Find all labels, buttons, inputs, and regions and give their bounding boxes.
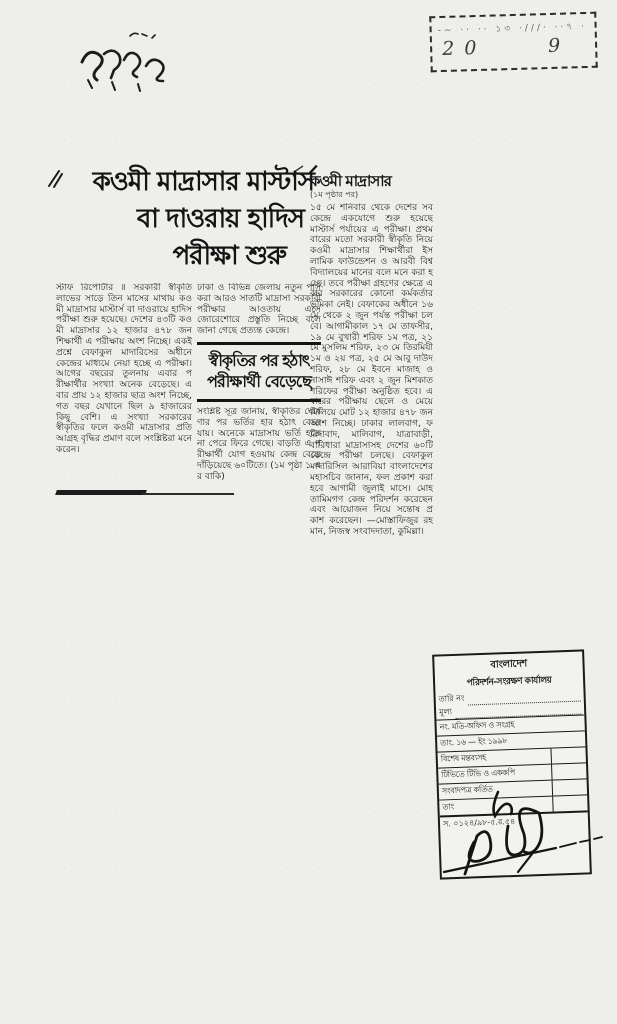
- date-stamp-month: 9: [547, 34, 563, 58]
- stamp-reference-number: স. ০১২৪/৯৮-৫.র.৫৪: [440, 810, 588, 831]
- signature-handwriting: [436, 776, 616, 886]
- date-stamp-box: [429, 12, 597, 73]
- stamp-row-label: তাং. ১৬ — ইং ১৯৯৮: [440, 736, 508, 748]
- article-subheading: [197, 342, 321, 402]
- masthead-handwriting-mark: [68, 24, 198, 96]
- stamp-row-label: নং. মতি-অফিস ও সংগ্রহ: [439, 719, 515, 732]
- middle-paragraph-1: ঢাকা ও বিভিন্ন জেলায় নতুন পাস করা আরও সাতটি মাদ্রাসা সরকারী পরীক্ষার আওতায় এসে জোরেশোরে প্রস্তুতি নিচ্ছে বলে জানা গেছে প্রত্যন্ত কেন্দ্রে।: [197, 283, 321, 337]
- stamp-title-2: পরিদর্শন-সংরক্ষণ কার্যালয়: [466, 675, 552, 689]
- middle-paragraph-2: সংশ্লিষ্ট সূত্র জানায়, স্বীকৃতির ঘোষণার পর ভর্তির হার হঠাৎ বেড়ে যায়। অনেকে মাদ্রাসায় ভর্তি হতে না পেরে ফিরে গেছে। বাড়তি এ পরীক্ষার্থী যোগ হওয়ায় কেন্দ্র বেড়ে দাঁড়িয়েছে ৬০টিতে। (১ম পৃষ্ঠা ১ এর বাকি): [197, 407, 321, 482]
- stamp-title-1: বাংলাদেশ: [490, 658, 527, 671]
- stamp-row-label: বিশেষ মন্তব্যসহ: [440, 752, 487, 764]
- date-stamp-day: 2 0: [441, 36, 479, 60]
- subheading-line-2: পরীক্ষার্থী বেড়েছে: [207, 372, 311, 391]
- stamp-row-label: তাং: [442, 802, 455, 812]
- stamp-row-label: টিভিতে টিভি ও এককপি: [441, 767, 516, 780]
- article-column-right: [310, 173, 433, 719]
- end-rule-thick-bar: [55, 490, 147, 495]
- end-rule-thin-bar: [142, 493, 234, 495]
- article-column-middle: [197, 283, 321, 491]
- article-column-left: স্টাফ রিপোর্টার ॥ সরকারী স্বীকৃতি লাভের সাড়ে তিন মাসের মাথায় কওমী মাদ্রাসার মাস্টার্স বা দাওরায়ে হাদিস পরীক্ষা শুরু হয়েছে। দেশের ৪৩টি কওমী মাদ্রাসার ১২ হাজার ৪৭৮ জন শিক্ষার্থী এ পরীক্ষায় অংশ নিচ্ছে। একই প্রশ্নে বেফাকুল মাদারিসের অধীনে কেন্দ্রের মাধ্যমে নেয়া হচ্ছে এ পরীক্ষা। আগের বছরের তুলনায় এবার পরীক্ষার্থীর সংখ্যা অনেক বেড়েছে। এবার প্রায় ১২ হাজার ছাত্র অংশ নিচ্ছে, গত বছর যেখানে ছিল ৯ হাজারের কিছু বেশি। এ সংখ্যা সরকারের স্বীকৃতির ফলে কওমী মাদ্রাসার প্রতি আগ্রহ বৃদ্ধির প্রমাণ বলে সংশ্লিষ্টরা মনে করেন।: [56, 283, 192, 455]
- headline-line-3: পরীক্ষা শুরু: [172, 241, 286, 271]
- continuation-note: (১ম পৃষ্ঠার পর): [310, 190, 359, 199]
- continuation-header: কওমী মাদ্রাসার: [310, 172, 391, 190]
- date-stamp-line2: [432, 34, 573, 60]
- stamp-field-date-label: তারি নং: [438, 693, 465, 704]
- stamp-field-price-label: মূল্য: [438, 707, 453, 717]
- headline-line-2: বা দাওরায় হাদিস: [136, 204, 304, 234]
- date-stamp-line1: -~ ·· ·· ১৩ ·///· ··৭ ·: [437, 21, 588, 37]
- subheading-line-1: স্বীকৃতির পর হঠাৎ: [208, 351, 310, 370]
- column-end-rule: [56, 489, 236, 497]
- stamp-row-label: সংবাদপত্র কর্তিত: [441, 784, 493, 796]
- article-headline: [54, 164, 314, 275]
- right-column-text: ১৫ মে শনিবার থেকে দেশের সব কেন্দ্রে একযোগে শুরু হয়েছে মাস্টার্স পর্যায়ের এ পরীক্ষা। প্রথমবারের মতো সরকারী স্বীকৃতি নিয়ে কওমী মাদ্রাসার শিক্ষার্থীরা ইসলামিক ফাউন্ডেশন ও আরবী বিশ্ববিদ্যালয়ের মানের বলে মনে করা হচ্ছে। তবে পরীক্ষা গ্রহণের ক্ষেত্রে এবার সরকারের কোনো কর্মকর্তার ভূমিকা নেই। বেফাকের অধীনে ১৬ মে থেকে ২ জুন পর্যন্ত পরীক্ষা চলবে। আগামীকাল ১৭ মে তাফসীর, ১৯ মে বুখারী শরিফ ১ম পত্র, ২১ মে মুসলিম শরিফ, ২৩ মে তিরমিযী ১ম ও ২য় পত্র, ২৫ মে আবু দাউদ শরিফ, ২৮ মে ইবনে মাজাহ ও নাসাঈ শরিফ এবং ২ জুন মিশকাত শরিফের পরীক্ষা অনুষ্ঠিত হবে। এবারের পরীক্ষায় ছেলে ও মেয়ে মিলিয়ে মোট ১২ হাজার ৪৭৮ জন অংশ নিচ্ছে। ঢাকার লালবাগ, ফরিদাবাদ, মালিবাগ, যাত্রাবাড়ী, বারিধারা মাদ্রাসাসহ দেশের ৬০টি কেন্দ্রে পরীক্ষা চলছে। বেফাকুল মাদারিসিল আরাবিয়া বাংলাদেশের মহাসচিব জানান, ফল প্রকাশ করা হবে আগামী জুলাই মাসে। মোহতামিমগণ কেন্দ্র পরিদর্শন করেছেন এবং আয়োজন নিয়ে সন্তোষ প্রকাশ করেছেন। —মোস্তাফিজুর রহমান, নিজস্ব সংবাদদাতা, কুমিল্লা।: [310, 203, 433, 537]
- headline-line-1: কওমী মাদ্রাসার মাস্টার্স: [92, 167, 314, 197]
- stamp-row-empty-cell: [550, 747, 586, 763]
